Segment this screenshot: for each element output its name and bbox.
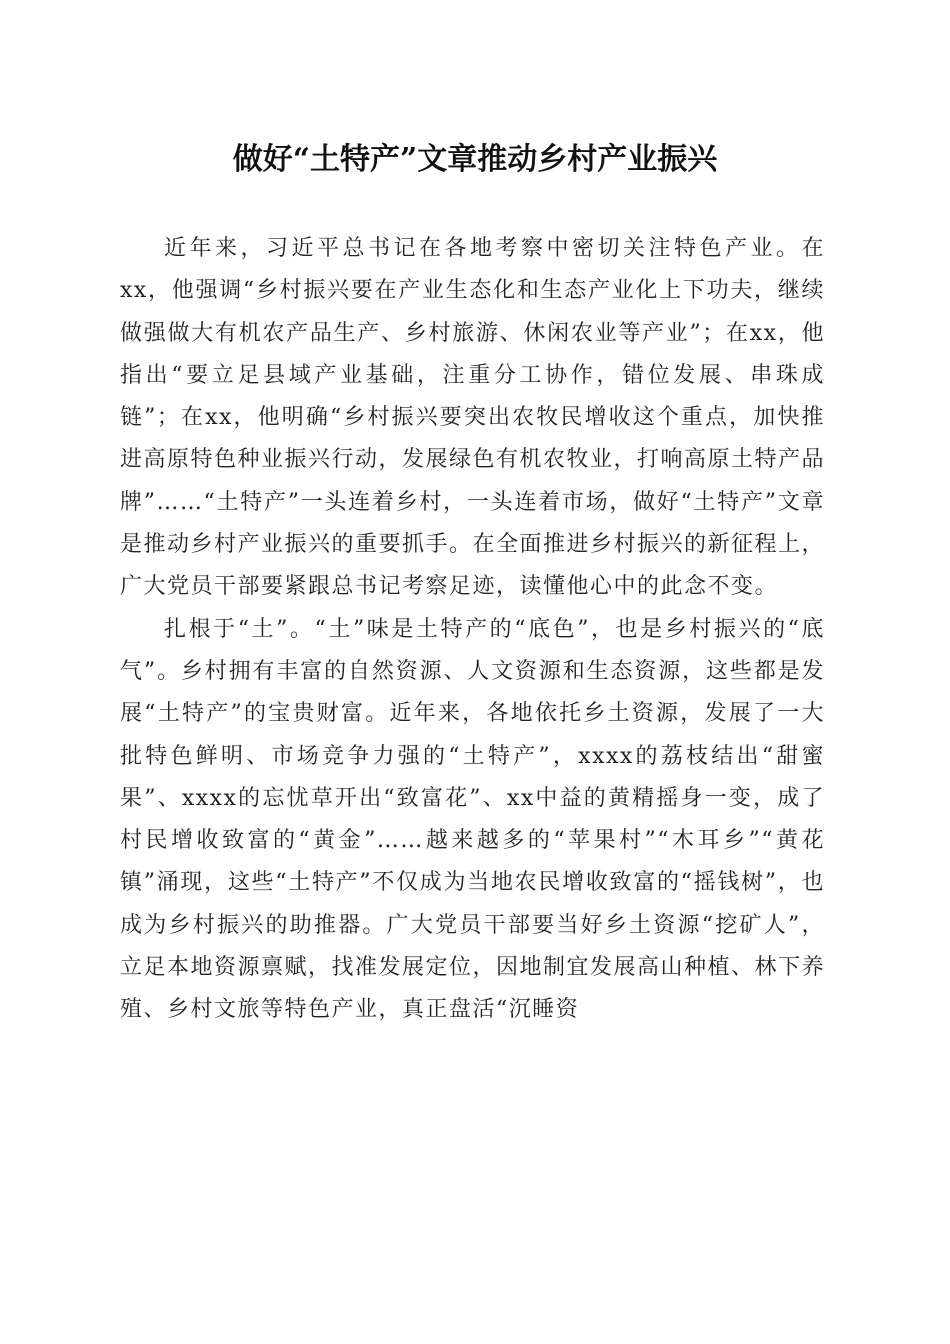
document-body [120,228,825,1032]
paragraph-2: 扎根于“土”。“土”味是土特产的“底色”，也是乡村振兴的“底气”。乡村拥有丰富的自然资源、人文资源和生态资源，这些都是发展“土特产”的宝贵财富。近年来，各地依托乡土资源，发展了一大批特色鲜明、市场竞争力强的“土特产”，xxxx的荔枝结出“甜蜜果”、xxxx的忘忧草开出“致富花”、xx中益的黄精摇身一变，成了村民增收致富的“黄金”……越来越多的“苹果村”“木耳乡”“黄花镇”涌现，这些“土特产”不仅成为当地农民增收致富的“摇钱树”，也成为乡村振兴的助推器。广大党员干部要当好乡土资源“挖矿人”，立足本地资源禀赋，找准发展定位，因地制宜发展高山种植、林下养殖、乡村文旅等特色产业，真正盘活“沉睡资 [120,616,826,1023]
paragraph-1: 近年来，习近平总书记在各地考察中密切关注特色产业。在xx，他强调“乡村振兴要在产业生态化和生态产业化上下功夫，继续做强做大有机农产品生产、乡村旅游、休闲农业等产业”；在xx，他指出“要立足县域产业基础，注重分工协作，错位发展、串珠成链”；在xx，他明确“乡村振兴要突出农牧民增收这个重点，加快推进高原特色种业振兴行动，发展绿色有机农牧业，打响高原土特产品牌”……“土特产”一头连着乡村，一头连着市场，做好“土特产”文章是推动乡村产业振兴的重要抓手。在全面推进乡村振兴的新征程上，广大党员干部要紧跟总书记考察足迹，读懂他心中的此念不变。 [120,236,826,600]
document-title: 做好“土特产”文章推动乡村产业振兴 [232,142,718,177]
